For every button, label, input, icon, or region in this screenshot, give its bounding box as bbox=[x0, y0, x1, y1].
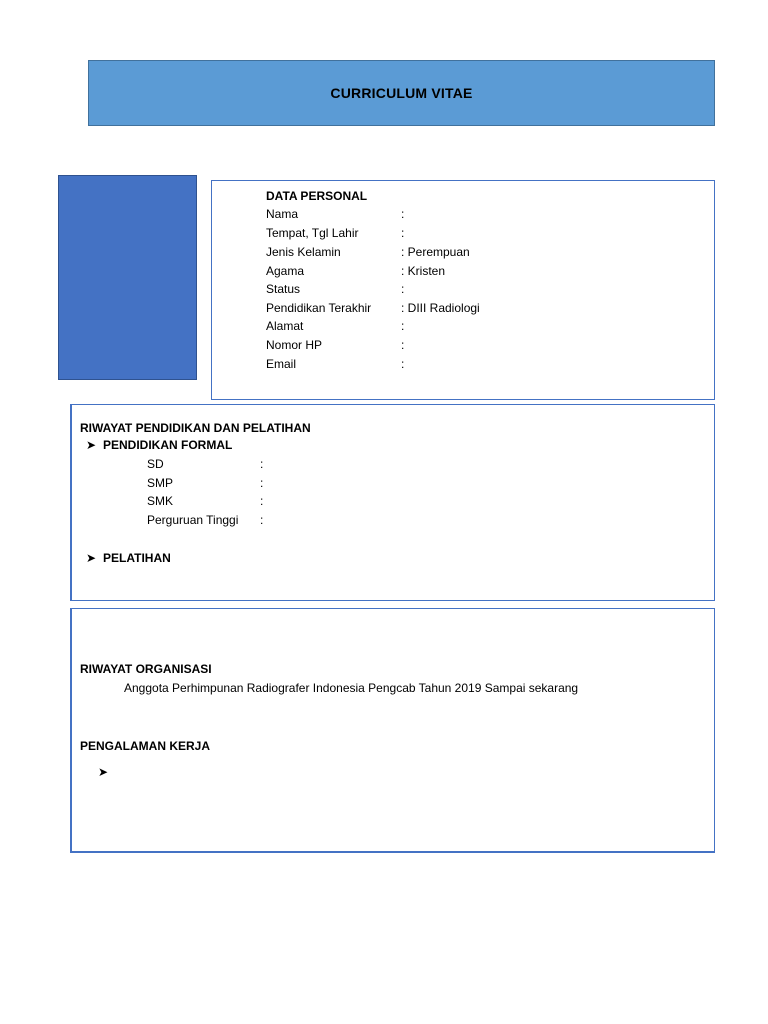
training-row bbox=[86, 551, 171, 565]
work-experience-heading: PENGALAMAN KERJA bbox=[80, 739, 211, 753]
organization-heading: RIWAYAT ORGANISASI bbox=[80, 662, 212, 676]
edu-label-smp: SMP bbox=[147, 476, 174, 490]
field-value-nama: : bbox=[401, 207, 405, 221]
edu-value-smp: : bbox=[260, 476, 264, 490]
edu-value-sd: : bbox=[260, 457, 264, 471]
edu-label-sd: SD bbox=[147, 457, 164, 471]
document-title: CURRICULUM VITAE bbox=[330, 85, 473, 101]
edu-label-perguruan-tinggi: Perguruan Tinggi bbox=[147, 513, 239, 527]
field-value-status: : bbox=[401, 282, 405, 296]
arrow-bullet-icon: ➤ bbox=[98, 765, 109, 779]
personal-data-heading: DATA PERSONAL bbox=[266, 189, 368, 203]
field-label-tempat-tgl-lahir: Tempat, Tgl Lahir bbox=[266, 226, 359, 240]
field-value-jenis-kelamin: : Perempuan bbox=[401, 245, 470, 259]
field-label-nomor-hp: Nomor HP bbox=[266, 338, 323, 352]
formal-education-heading: PENDIDIKAN FORMAL bbox=[103, 438, 233, 452]
field-value-nomor-hp: : bbox=[401, 338, 405, 352]
edu-value-perguruan-tinggi: : bbox=[260, 513, 264, 527]
field-label-nama: Nama bbox=[266, 207, 299, 221]
arrow-bullet-icon: ➤ bbox=[86, 438, 97, 452]
field-value-tempat-tgl-lahir: : bbox=[401, 226, 405, 240]
field-label-status: Status bbox=[266, 282, 301, 296]
organization-work-box bbox=[70, 608, 715, 853]
photo-placeholder bbox=[58, 175, 197, 380]
edu-value-smk: : bbox=[260, 494, 264, 508]
arrow-bullet-icon: ➤ bbox=[86, 551, 97, 565]
organization-item: Anggota Perhimpunan Radiografer Indonesia Pengcab Tahun 2019 Sampai sekarang bbox=[124, 681, 579, 695]
training-heading: PELATIHAN bbox=[103, 551, 171, 565]
title-banner bbox=[88, 60, 715, 126]
field-label-email: Email bbox=[266, 357, 297, 371]
formal-education-row bbox=[86, 438, 232, 452]
education-heading: RIWAYAT PENDIDIKAN DAN PELATIHAN bbox=[80, 421, 311, 435]
edu-label-smk: SMK bbox=[147, 494, 174, 508]
field-value-pendidikan-terakhir: : DIII Radiologi bbox=[401, 301, 480, 315]
field-label-alamat: Alamat bbox=[266, 319, 304, 333]
field-value-agama: : Kristen bbox=[401, 264, 446, 278]
field-value-email: : bbox=[401, 357, 405, 371]
field-label-agama: Agama bbox=[266, 264, 305, 278]
field-value-alamat: : bbox=[401, 319, 405, 333]
field-label-jenis-kelamin: Jenis Kelamin bbox=[266, 245, 341, 259]
field-label-pendidikan-terakhir: Pendidikan Terakhir bbox=[266, 301, 372, 315]
